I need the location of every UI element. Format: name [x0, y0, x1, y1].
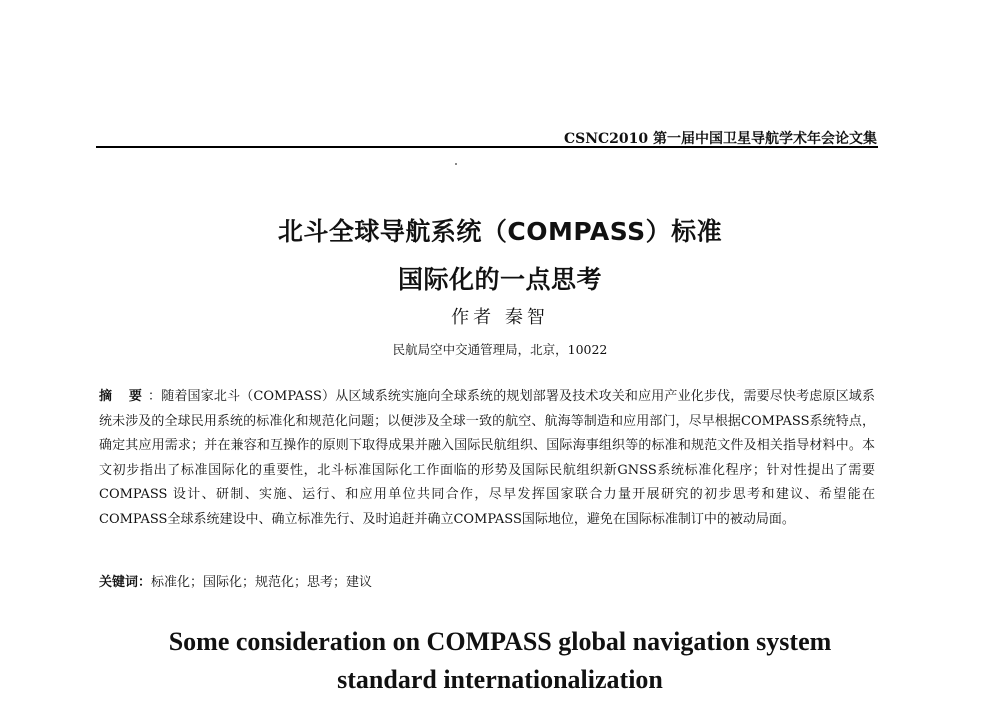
abstract-label: 摘 要	[99, 389, 149, 404]
affiliation: 民航局空中交通管理局，北京，10022	[392, 342, 608, 357]
abstract-separator: ：	[148, 389, 162, 404]
author: 作者 秦智	[451, 307, 549, 328]
scan-speck	[455, 163, 457, 165]
english-title-line-1: Some consideration on COMPASS global navigation system	[168, 627, 832, 656]
abstract-text: 随着国家北斗（COMPASS）从区域系统实施向全球系统的规划部署及技术攻关和应用产业化步伐，需要尽快考虑原区域系统未涉及的全球民用系统的标准化和规范化问题；以便涉及全球一致的航空、航海等制造和应用部门，尽早根据COMPASS系统特点，确定其应用需求；并在兼容和互操作的原则下取得成果并融入国际民航组织、国际海事组织等的标准和规范文件及相关指导材料中。本文初步指出了标准国际化的重要性，北斗标准国际化工作面临的形势及国际民航组织新GNSS系统标准化程序；针对性提出了需要COMPASS 设计、研制、实施、运行、和应用单位共同合作，尽早发挥国家联合力量开展研究的初步思考和建议、希望能在COMPASS全球系统建设中、确立标准先行、及时追赶并确立COMPASS国际地位，避免在国际标准制订中的被动局面。	[99, 389, 875, 527]
header-divider	[96, 146, 878, 148]
keywords-label: 关键词	[99, 575, 139, 590]
proceedings-header: CSNC2010 第一届中国卫星导航学术年会论文集	[563, 131, 877, 147]
title-line-2: 国际化的一点思考	[397, 265, 602, 294]
english-title-line-2: standard internationalization	[337, 665, 663, 694]
title-line-1: 北斗全球导航系统（COMPASS）标准	[277, 217, 723, 246]
abstract	[99, 385, 875, 532]
keywords-text: 标准化；国际化；规范化；思考；建议	[151, 575, 373, 590]
keywords-separator: ：	[138, 575, 152, 590]
keywords	[99, 571, 875, 595]
